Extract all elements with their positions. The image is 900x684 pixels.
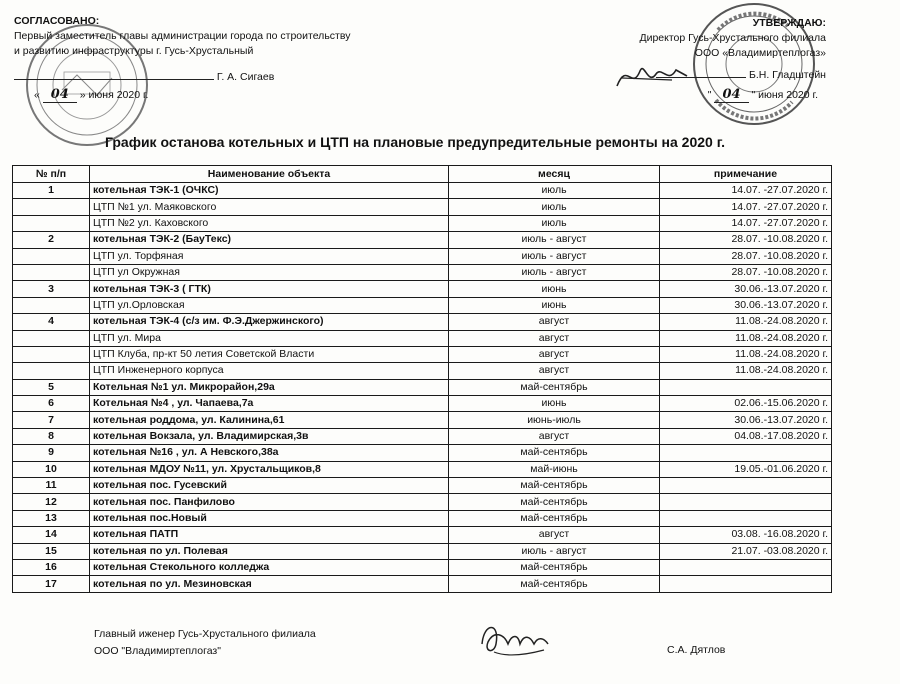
repair-period: 14.07. -27.07.2020 г. [660, 183, 832, 199]
object-name: котельная роддома, ул. Калинина,61 [90, 412, 449, 428]
repair-period: 28.07. -10.08.2020 г. [660, 232, 832, 248]
repair-month: июль - август [449, 248, 660, 264]
signature-line-left [14, 69, 214, 80]
table-row [13, 379, 832, 395]
repair-month: июнь [449, 396, 660, 412]
approval-line1-right: Директор Гусь-Хрустального филиала [639, 32, 826, 44]
repair-month: май-сентябрь [449, 494, 660, 510]
signatory-right: Б.Н. Гладштейн [748, 69, 826, 81]
signatory-left: Г. А. Сигаев [216, 71, 275, 83]
object-name: ЦТП Инженерного корпуса [90, 363, 449, 379]
table-header-row [13, 166, 832, 183]
signatory-row-right [639, 67, 826, 83]
object-name: ЦТП ул. Торфяная [90, 248, 449, 264]
repair-month: июль - август [449, 543, 660, 559]
date-open-quote-right: " [707, 89, 712, 101]
table-row [13, 346, 832, 362]
repair-period: 03.08. -16.08.2020 г. [660, 527, 832, 543]
row-number: 12 [13, 494, 90, 510]
repair-month: май-сентябрь [449, 576, 660, 592]
table-row [13, 281, 832, 297]
repair-month: август [449, 527, 660, 543]
table-row [13, 215, 832, 231]
footer-position: Главный иженер Гусь-Хрустального филиала [94, 628, 316, 640]
table-row [13, 314, 832, 330]
repair-month: май-сентябрь [449, 478, 660, 494]
row-number: 3 [13, 281, 90, 297]
table-row [13, 199, 832, 215]
repair-period [660, 379, 832, 395]
approval-block-right [639, 16, 826, 103]
table-row [13, 445, 832, 461]
signatory-row-left [14, 69, 350, 85]
object-name: ЦТП ул. Мира [90, 330, 449, 346]
object-name: котельная ТЭК-2 (БауТекс) [90, 232, 449, 248]
repair-month: июль - август [449, 264, 660, 280]
row-number: 11 [13, 478, 90, 494]
object-name: котельная ТЭК-4 (с/з им. Ф.Э.Джержинского) [90, 314, 449, 330]
repair-month: май-сентябрь [449, 510, 660, 526]
repair-month: июль [449, 199, 660, 215]
repair-period [660, 494, 832, 510]
repair-month: август [449, 314, 660, 330]
object-name: котельная ТЭК-3 ( ГТК) [90, 281, 449, 297]
repair-period [660, 478, 832, 494]
table-row [13, 248, 832, 264]
date-close-quote-left: » [79, 89, 86, 101]
repair-period: 30.06.-13.07.2020 г. [660, 412, 832, 428]
table-row [13, 543, 832, 559]
object-name: котельная Стекольного колледжа [90, 559, 449, 575]
object-name: котельная ТЭК-1 (ОЧКС) [90, 183, 449, 199]
signature-footer-icon [474, 614, 554, 662]
date-close-quote-right: " [751, 89, 756, 101]
table-row [13, 461, 832, 477]
repair-period: 14.07. -27.07.2020 г. [660, 199, 832, 215]
table-row [13, 559, 832, 575]
row-number [13, 248, 90, 264]
object-name: ЦТП ул Окружная [90, 264, 449, 280]
object-name: Котельная №1 ул. Микрорайон,29а [90, 379, 449, 395]
row-number [13, 363, 90, 379]
row-number: 9 [13, 445, 90, 461]
approval-date-right [639, 87, 826, 103]
document-title: График останова котельных и ЦТП на плановые предупредительные ремонты на 2020 г. [104, 134, 726, 150]
repair-period [660, 576, 832, 592]
row-number: 2 [13, 232, 90, 248]
object-name: котельная по ул. Мезиновская [90, 576, 449, 592]
repair-month: август [449, 330, 660, 346]
schedule-table-body [13, 183, 832, 593]
repair-month: май-июнь [449, 461, 660, 477]
table-row [13, 412, 832, 428]
table-row [13, 428, 832, 444]
repair-period: 19.05.-01.06.2020 г. [660, 461, 832, 477]
repair-period: 11.08.-24.08.2020 г. [660, 346, 832, 362]
table-row [13, 363, 832, 379]
repair-period [660, 510, 832, 526]
row-number: 17 [13, 576, 90, 592]
table-row [13, 183, 832, 199]
repair-month: август [449, 363, 660, 379]
date-rest-right: июня 2020 г. [758, 89, 818, 101]
object-name: котельная №16 , ул. А Невского,38а [90, 445, 449, 461]
repair-month: июль - август [449, 232, 660, 248]
date-day-right: 04 [714, 87, 748, 103]
table-row [13, 297, 832, 313]
row-number: 10 [13, 461, 90, 477]
repair-period [660, 445, 832, 461]
schedule-table [12, 165, 832, 593]
column-header-name: Наименование объекта [90, 166, 449, 183]
repair-period: 21.07. -03.08.2020 г. [660, 543, 832, 559]
row-number: 4 [13, 314, 90, 330]
object-name: котельная пос. Панфилово [90, 494, 449, 510]
footer-signatory: С.А. Дятлов [667, 644, 726, 656]
table-row [13, 264, 832, 280]
footer-block [94, 626, 316, 660]
approval-line2-left: и развитию инфраструктуры г. Гусь-Хрустальный [14, 45, 254, 57]
repair-period: 30.06.-13.07.2020 г. [660, 281, 832, 297]
row-number [13, 346, 90, 362]
repair-month: август [449, 428, 660, 444]
object-name: ЦТП Клуба, пр-кт 50 летия Советской Власти [90, 346, 449, 362]
repair-period: 11.08.-24.08.2020 г. [660, 314, 832, 330]
row-number: 7 [13, 412, 90, 428]
object-name: котельная ПАТП [90, 527, 449, 543]
row-number: 5 [13, 379, 90, 395]
approval-line1-left: Первый заместитель главы администрации города по строительству [14, 30, 351, 42]
row-number: 8 [13, 428, 90, 444]
table-row [13, 330, 832, 346]
row-number [13, 330, 90, 346]
repair-month: май-сентябрь [449, 379, 660, 395]
approval-title-right: УТВЕРЖДАЮ: [752, 17, 826, 29]
row-number: 14 [13, 527, 90, 543]
object-name: ЦТП ул.Орловская [90, 297, 449, 313]
repair-period: 04.08.-17.08.2020 г. [660, 428, 832, 444]
row-number [13, 264, 90, 280]
date-rest-left: июня 2020 г. [88, 89, 149, 101]
repair-period: 14.07. -27.07.2020 г. [660, 215, 832, 231]
footer-organization: ООО "Владимиртеплогаз" [94, 645, 221, 657]
date-open-quote-left: « [34, 89, 40, 101]
column-header-note: примечание [660, 166, 832, 183]
repair-period: 11.08.-24.08.2020 г. [660, 363, 832, 379]
row-number: 13 [13, 510, 90, 526]
column-header-num: № п/п [13, 166, 90, 183]
signature-line-right [656, 67, 746, 78]
date-day-left: 04 [43, 87, 77, 103]
object-name: ЦТП №1 ул. Маяковского [90, 199, 449, 215]
object-name: котельная пос.Новый [90, 510, 449, 526]
approval-block-left [14, 14, 350, 103]
repair-period: 30.06.-13.07.2020 г. [660, 297, 832, 313]
column-header-month: месяц [449, 166, 660, 183]
table-row [13, 576, 832, 592]
table-row [13, 396, 832, 412]
repair-month: июль [449, 183, 660, 199]
object-name: котельная МДОУ №11, ул. Хрустальщиков,8 [90, 461, 449, 477]
row-number [13, 199, 90, 215]
approval-line2-right: ООО «Владимиртеплогаз» [694, 47, 826, 59]
row-number [13, 297, 90, 313]
object-name: ЦТП №2 ул. Каховского [90, 215, 449, 231]
object-name: котельная пос. Гусевский [90, 478, 449, 494]
table-row [13, 494, 832, 510]
repair-month: май-сентябрь [449, 559, 660, 575]
row-number: 6 [13, 396, 90, 412]
repair-month: май-сентябрь [449, 445, 660, 461]
repair-month: август [449, 346, 660, 362]
repair-period: 28.07. -10.08.2020 г. [660, 264, 832, 280]
repair-month: июнь-июль [449, 412, 660, 428]
table-row [13, 232, 832, 248]
object-name: котельная Вокзала, ул. Владимирская,3в [90, 428, 449, 444]
table-row [13, 527, 832, 543]
repair-month: июнь [449, 281, 660, 297]
repair-period: 11.08.-24.08.2020 г. [660, 330, 832, 346]
object-name: Котельная №4 , ул. Чапаева,7а [90, 396, 449, 412]
table-row [13, 510, 832, 526]
row-number [13, 215, 90, 231]
row-number: 1 [13, 183, 90, 199]
row-number: 15 [13, 543, 90, 559]
repair-period: 28.07. -10.08.2020 г. [660, 248, 832, 264]
approval-date-left [14, 87, 350, 103]
repair-month: июнь [449, 297, 660, 313]
row-number: 16 [13, 559, 90, 575]
object-name: котельная по ул. Полевая [90, 543, 449, 559]
table-row [13, 478, 832, 494]
repair-period: 02.06.-15.06.2020 г. [660, 396, 832, 412]
repair-period [660, 559, 832, 575]
repair-month: июль [449, 215, 660, 231]
approval-title-left: СОГЛАСОВАНО: [14, 15, 100, 27]
